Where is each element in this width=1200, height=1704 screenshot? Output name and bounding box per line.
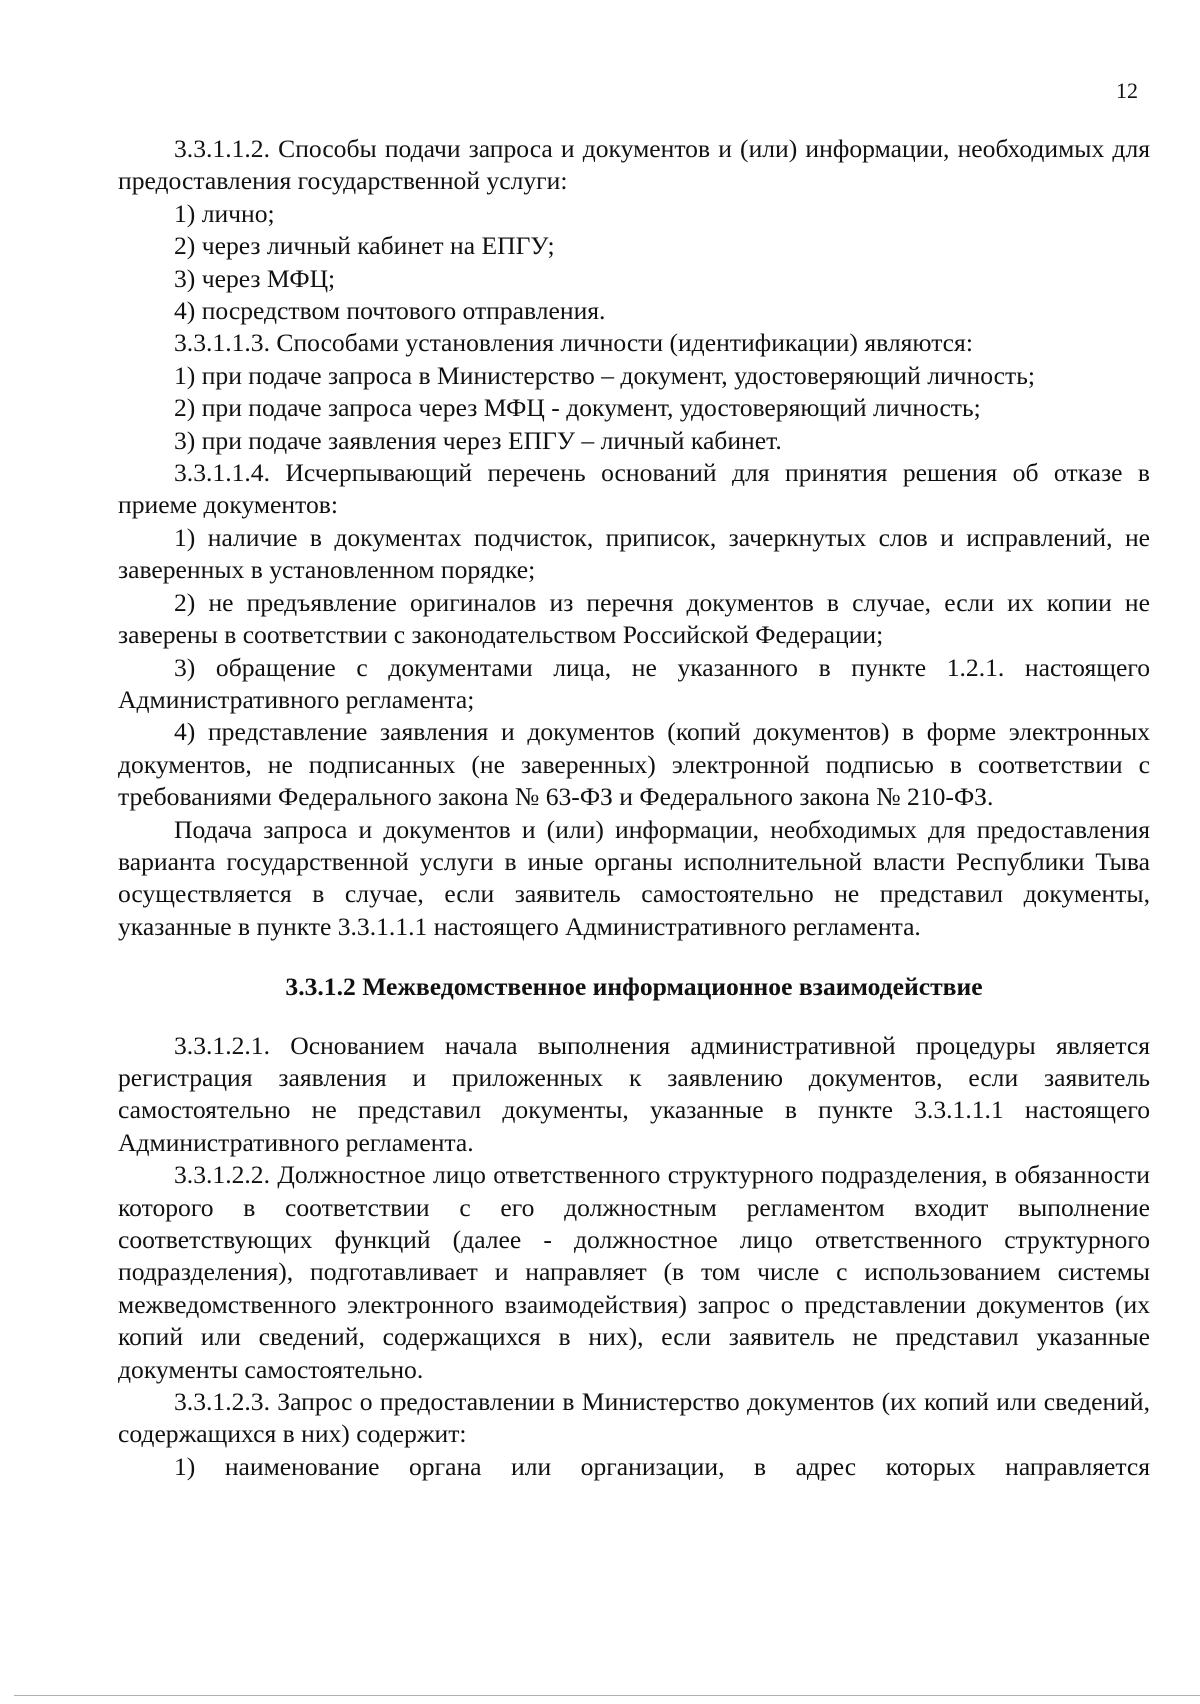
bottom-scan-edge <box>14 1695 1200 1696</box>
paragraph-3-3-1-1-3: 3.3.1.1.3. Способами установления личности (идентификации) являются: <box>174 328 973 358</box>
list-item-postal: 4) посредством почтового отправления. <box>174 296 606 326</box>
paragraph-submission-other-bodies: Подача запроса и документов и (или) информации, необходимых для предоставления варианта государственной услуги в иные органы исполнительной власти Республики Тыва осуществляется в случае, если заявитель самостоятельно не представил документы, указанные в пункте 3.3.1.1.1 настоящего Административного регламента. <box>118 814 1150 941</box>
paragraph-3-3-1-2-3: 3.3.1.2.3. Запрос о предоставлении в Министерство документов (их копий или сведений, содержащихся в них) содержит: <box>118 1387 1150 1449</box>
document-body <box>118 133 1150 1483</box>
section-heading: 3.3.1.2 Межведомственное информационное взаимодействие <box>285 972 983 1002</box>
list-item-refusal-1: 1) наличие в документах подчисток, приписок, зачеркнутых слов и исправлений, не заверенных в установленном порядке; <box>118 522 1150 585</box>
paragraph-3-3-1-2-1: 3.3.1.2.1. Основанием начала выполнения административной процедуры является регистрация заявления и приложенных к заявлению документов, если заявитель самостоятельно не представил документы, указанные в пункте 3.3.1.1.1 настоящего Административного регламента. <box>118 1030 1150 1157</box>
list-item-refusal-2: 2) не предъявление оригиналов из перечня документов в случае, если их копии не заверены в соответствии с законодательством Российской Федерации; <box>118 587 1150 650</box>
list-item-request-1: 1) наименование органа или организации, в адрес которых направляется <box>174 1451 1150 1481</box>
list-item-refusal-4: 4) представление заявления и документов (копий документов) в форме электронных документов, не подписанных (не заверенных) электронной подписью в соответствии с требованиями Федерального закона № 63-ФЗ и Федерального закона № 210-ФЗ. <box>118 717 1150 812</box>
list-item-identity-epgu: 3) при подаче заявления через ЕПГУ – личный кабинет. <box>174 425 782 455</box>
paragraph-3-3-1-2-2: 3.3.1.2.2. Должностное лицо ответственного структурного подразделения, в обязанности которого в соответствии с его должностным регламентом входит выполнение соответствующих функций (далее - должностное лицо ответственного структурного подразделения), подготавливает и направляет (в том числе с использованием системы межведомственного электронного взаимодействия) запрос о представлении документов (их копий или сведений, содержащихся в них), если заявитель не представил указанные документы самостоятельно. <box>118 1160 1150 1384</box>
list-item-refusal-3: 3) обращение с документами лица, не указанного в пункте 1.2.1. настоящего Административного регламента; <box>118 652 1150 714</box>
list-item-identity-ministry: 1) при подаче запроса в Министерство – документ, удостоверяющий личность; <box>174 360 1036 390</box>
page-number: 12 <box>1116 78 1138 103</box>
paragraph-3-3-1-1-2: 3.3.1.1.2. Способы подачи запроса и документов и (или) информации, необходимых для предоставления государственной услуги: <box>118 134 1150 196</box>
list-item-identity-mfc: 2) при подаче запроса через МФЦ - документ, удостоверяющий личность; <box>174 393 981 423</box>
list-item-mfc: 3) через МФЦ; <box>174 263 336 293</box>
paragraph-3-3-1-1-4: 3.3.1.1.4. Исчерпывающий перечень оснований для принятия решения об отказе в приеме документов: <box>118 458 1150 520</box>
list-item-epgu-cabinet: 2) через личный кабинет на ЕПГУ; <box>174 231 555 261</box>
list-item-in-person: 1) лично; <box>174 198 275 228</box>
